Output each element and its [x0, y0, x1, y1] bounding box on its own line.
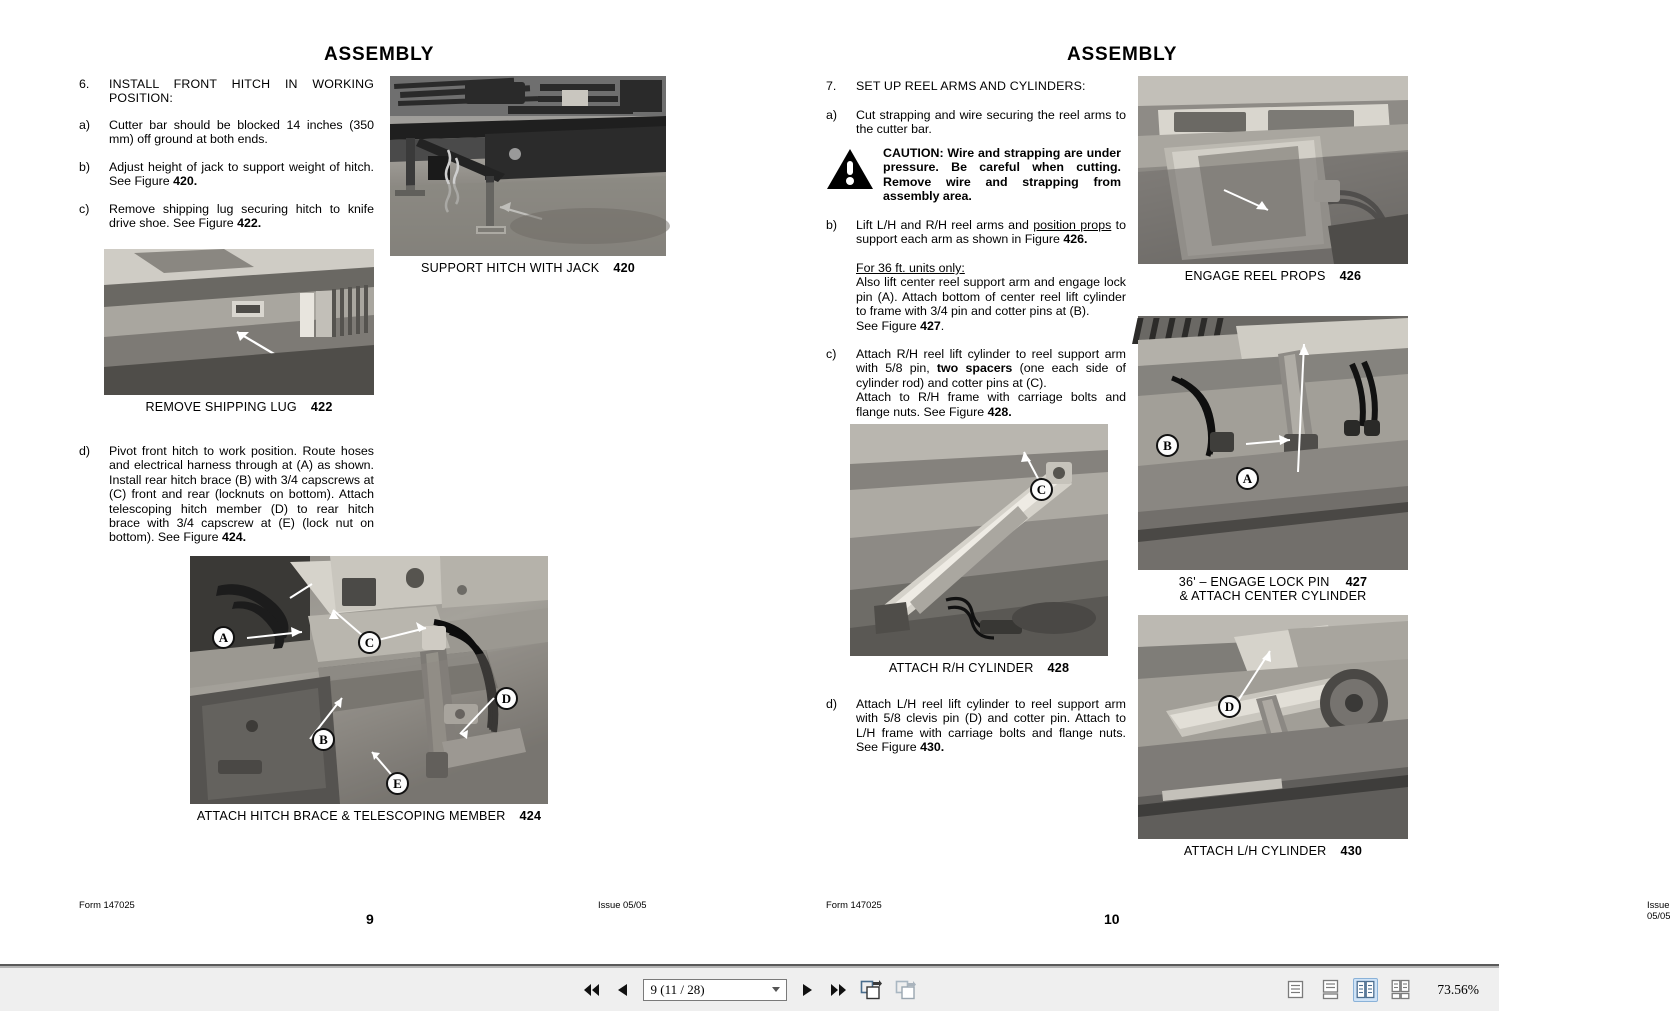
step-7c-marker: c)	[826, 347, 837, 361]
page-right[interactable]	[722, 0, 1670, 966]
figure-428	[850, 424, 1108, 675]
step-7d-marker: d)	[826, 697, 838, 711]
step-7a	[826, 108, 1126, 137]
step-a	[79, 118, 374, 147]
figure-422-caption-text: REMOVE SHIPPING LUG	[145, 400, 297, 414]
figure-428-caption-text: ATTACH R/H CYLINDER	[888, 661, 1034, 675]
attach-rh-cylinder-photo	[850, 424, 1108, 656]
figure-428-caption	[850, 661, 1108, 675]
attach-hitch-brace-photo	[190, 556, 548, 804]
extract-pages-button[interactable]	[858, 978, 884, 1002]
figure-422-caption	[104, 400, 374, 414]
viewer-toolbar[interactable]	[0, 966, 1499, 1011]
support-hitch-with-jack-photo	[390, 76, 666, 256]
step-7b-text: Lift L/H and R/H reel arms and position props to support each arm as shown in Figure 426.	[856, 218, 1126, 247]
figure-420-number: 420	[613, 261, 635, 275]
continuous-view-button[interactable]	[1318, 978, 1343, 1002]
figure-420-caption-text: SUPPORT HITCH WITH JACK	[421, 261, 600, 275]
figure-430-caption-text: ATTACH L/H CYLINDER	[1183, 844, 1327, 858]
step-b-text: Adjust height of jack to support weight of hitch. See Figure 420.	[109, 160, 374, 189]
step-b	[79, 160, 374, 189]
zoom-level-value: 73.56%	[1437, 981, 1479, 997]
warning-triangle-icon	[826, 148, 874, 190]
callout-d-430: D	[1218, 695, 1241, 718]
callout-a-427: A	[1236, 467, 1259, 490]
extract-pages-icon	[860, 980, 882, 1000]
figure-427-caption-row1	[1179, 575, 1367, 589]
figure-430-caption	[1138, 844, 1408, 858]
figure-426-number: 426	[1339, 269, 1362, 283]
figure-424-number: 424	[519, 809, 542, 823]
callout-c: C	[358, 631, 381, 654]
page-title-right: ASSEMBLY	[1067, 44, 1178, 65]
view-mode-group[interactable]	[1283, 978, 1485, 1002]
page-title: ASSEMBLY	[324, 44, 435, 65]
continuous-facing-view-icon	[1391, 980, 1410, 999]
step-7c-text: Attach R/H reel lift cylinder to reel support arm with 5/8 pin, two spacers (one each side of cylinder rod) and cotter pins at (C). Attach to R/H frame with carriage bolts and flange nuts. See Figure 428.	[856, 347, 1126, 419]
page-number-left: 9	[366, 911, 374, 927]
step-a-text: Cutter bar should be blocked 14 inches (350 mm) off ground at both ends.	[109, 118, 374, 147]
step-d-text: Pivot front hitch to work position. Route hoses and electrical harness through at (A) as shown. Install rear hitch brace (B) with 3/4 capscrews at (C) front and rear (locknuts on bottom). Attach telescoping hitch member (D) to rear hitch brace with 3/4 capscrew at (E) (lock nut on bottom). See Figure 424.	[109, 444, 374, 545]
note-36ft-text: For 36 ft. units only: Also lift center reel support arm and engage lock pin (A). Attach bottom of center reel lift cylinder to frame with 3/4 pin and cotter pins at (B). See Figure 427.	[856, 261, 1126, 333]
step-6	[79, 77, 374, 106]
footer-issue-left: Issue 05/05	[598, 899, 647, 910]
callout-a: A	[212, 626, 235, 649]
callout-d: D	[495, 687, 518, 710]
step-7b-marker: b)	[826, 218, 838, 232]
caution-block	[826, 146, 1126, 204]
remove-shipping-lug-photo	[104, 249, 374, 395]
next-page-button[interactable]	[796, 978, 818, 1002]
figure-424-caption-text: ATTACH HITCH BRACE & TELESCOPING MEMBER	[196, 809, 506, 823]
step-7-marker: 7.	[826, 79, 837, 93]
step-7c	[826, 347, 1126, 419]
step-d-marker: d)	[79, 444, 91, 458]
callout-c-428: C	[1030, 478, 1053, 501]
note-36ft	[826, 261, 1126, 333]
previous-page-button[interactable]	[612, 978, 634, 1002]
figure-422	[104, 249, 374, 414]
figure-428-number: 428	[1047, 661, 1070, 675]
step-7	[826, 79, 1126, 93]
figure-424	[190, 556, 548, 823]
single-page-view-icon	[1287, 980, 1304, 999]
figure-430-photo	[1138, 615, 1408, 839]
engage-reel-props-photo	[1138, 76, 1408, 264]
page-navigation-group[interactable]	[581, 978, 919, 1002]
figure-426-caption	[1138, 269, 1408, 283]
next-page-icon	[800, 982, 814, 998]
figure-420-caption	[390, 261, 666, 275]
figure-420-photo	[390, 76, 666, 256]
figure-427-caption-line2: & ATTACH CENTER CYLINDER	[1179, 589, 1367, 603]
figure-420	[390, 76, 666, 275]
step-6-marker: 6.	[79, 77, 90, 91]
page-selector[interactable]	[643, 979, 787, 1001]
figure-427-photo	[1138, 316, 1408, 570]
two-page-view-button[interactable]	[1353, 978, 1378, 1002]
footer-form-left: Form 147025	[79, 899, 135, 910]
footer-issue-right: Issue 05/05	[1647, 899, 1670, 921]
page-selector-value: 9 (11 / 28)	[650, 981, 705, 997]
last-page-button[interactable]	[827, 978, 849, 1002]
two-page-view-icon	[1356, 980, 1375, 999]
caution-text: CAUTION: Wire and strapping are under pressure. Be careful when cutting. Remove wire and strapping from assembly area.	[883, 146, 1121, 204]
figure-427-number: 427	[1345, 575, 1368, 589]
step-7d	[826, 697, 1126, 755]
step-b-marker: b)	[79, 160, 91, 174]
continuous-view-icon	[1322, 980, 1339, 999]
footer-form-right: Form 147025	[826, 899, 882, 910]
step-7a-text: Cut strapping and wire securing the reel arms to the cutter bar.	[856, 108, 1126, 137]
chevron-down-icon[interactable]	[772, 987, 780, 992]
first-page-icon	[583, 982, 601, 998]
step-7d-text: Attach L/H reel lift cylinder to reel support arm with 5/8 clevis pin (D) and cotter pin. Attach to L/H frame with carriage bolts and flange nuts. See Figure 430.	[856, 697, 1126, 755]
first-page-button[interactable]	[581, 978, 603, 1002]
step-7a-marker: a)	[826, 108, 838, 122]
step-6-text: INSTALL FRONT HITCH IN WORKING POSITION:	[109, 77, 374, 106]
step-c-text: Remove shipping lug securing hitch to knife drive shoe. See Figure 422.	[109, 202, 374, 231]
step-c	[79, 202, 374, 231]
step-7-text: SET UP REEL ARMS AND CYLINDERS:	[856, 79, 1086, 93]
figure-430-number: 430	[1340, 844, 1363, 858]
figure-427	[1138, 316, 1408, 603]
figure-426-caption-text: ENGAGE REEL PROPS	[1184, 269, 1326, 283]
replace-pages-icon	[895, 980, 917, 1000]
page-number-right: 10	[1104, 911, 1120, 927]
single-page-view-button[interactable]	[1283, 978, 1308, 1002]
figure-422-number: 422	[310, 400, 333, 414]
step-a-marker: a)	[79, 118, 91, 132]
figure-426	[1138, 76, 1408, 283]
step-7b	[826, 218, 1126, 247]
page-left[interactable]	[0, 0, 722, 966]
figure-430	[1138, 615, 1408, 858]
callout-e: E	[386, 772, 409, 795]
figure-428-photo	[850, 424, 1108, 656]
callout-b: B	[312, 728, 335, 751]
figure-427-caption	[1138, 575, 1408, 603]
figure-424-photo	[190, 556, 548, 804]
callout-b-427: B	[1156, 434, 1179, 457]
figure-424-caption	[190, 809, 548, 823]
continuous-facing-view-button[interactable]	[1388, 978, 1413, 1002]
figure-426-photo	[1138, 76, 1408, 264]
step-d	[79, 444, 374, 545]
last-page-icon	[829, 982, 847, 998]
replace-pages-button[interactable]	[893, 978, 919, 1002]
figure-427-caption-line1: 36' – ENGAGE LOCK PIN	[1178, 575, 1330, 589]
step-c-marker: c)	[79, 202, 90, 216]
attach-lh-cylinder-photo	[1138, 615, 1408, 839]
figure-422-photo	[104, 249, 374, 395]
previous-page-icon	[616, 982, 630, 998]
